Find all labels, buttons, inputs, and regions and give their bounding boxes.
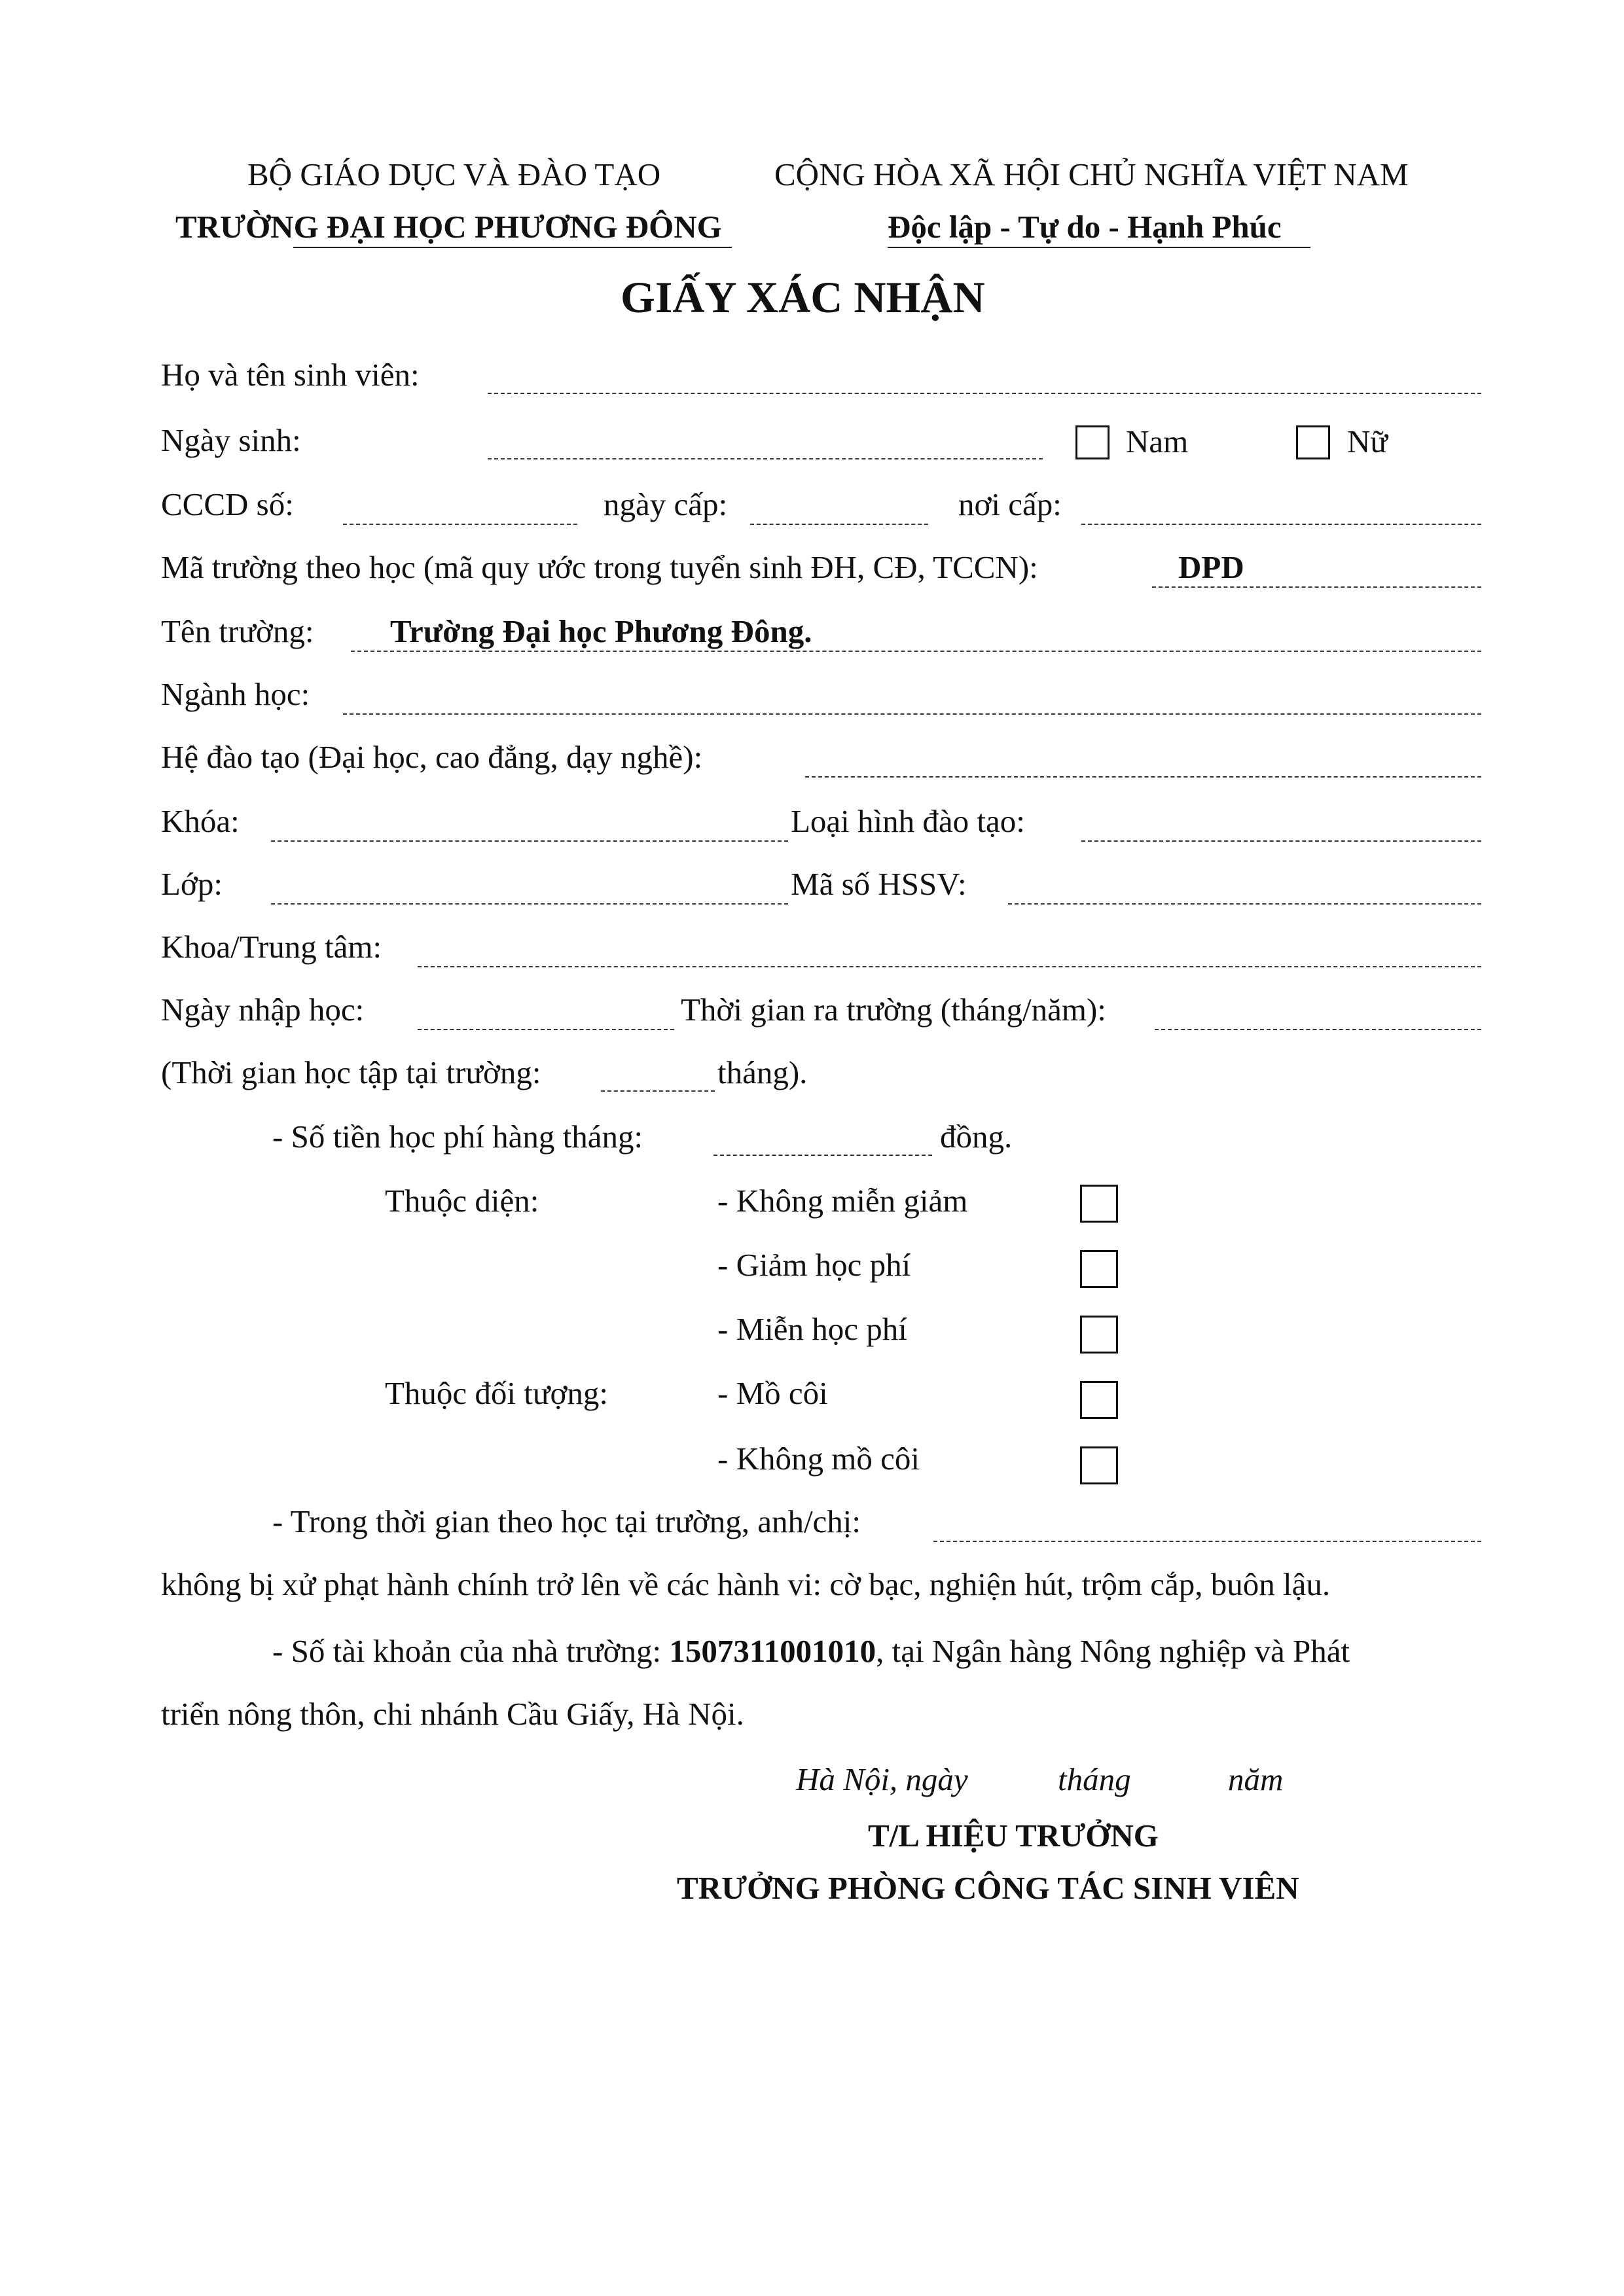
reduced-label: - Giảm học phí xyxy=(717,1247,911,1283)
id-number-line[interactable] xyxy=(343,524,577,525)
issue-place-line[interactable] xyxy=(1081,524,1481,525)
graduation-label: Thời gian ra trường (tháng/năm): xyxy=(681,992,1106,1028)
school-code-line[interactable] xyxy=(1152,586,1481,588)
orphan-label: - Mồ côi xyxy=(717,1375,828,1411)
exempt-checkbox[interactable] xyxy=(1080,1316,1118,1354)
male-label: Nam xyxy=(1126,423,1189,459)
target-label: Thuộc đối tượng: xyxy=(385,1375,608,1411)
no-reduction-checkbox[interactable] xyxy=(1080,1185,1118,1223)
major-label: Ngành học: xyxy=(161,676,310,712)
motto-underline xyxy=(888,247,1310,248)
student-id-label: Mã số HSSV: xyxy=(791,866,967,902)
full-name-line[interactable] xyxy=(488,393,1481,394)
signature-title-1: T/L HIỆU TRƯỞNG xyxy=(868,1818,1159,1854)
monthly-fee-label: - Số tiền học phí hàng tháng: xyxy=(272,1119,643,1155)
republic-name: CỘNG HÒA XÃ HỘI CHỦ NGHĨA VIỆT NAM xyxy=(774,156,1409,192)
full-name-label: Họ và tên sinh viên: xyxy=(161,357,420,393)
conduct-line-1: - Trong thời gian theo học tại trường, anh/chị: xyxy=(272,1503,861,1539)
school-code-value: DPD xyxy=(1178,549,1244,585)
reduced-checkbox[interactable] xyxy=(1080,1250,1118,1288)
enroll-date-line[interactable] xyxy=(418,1029,674,1030)
class-line[interactable] xyxy=(271,903,788,905)
class-label: Lớp: xyxy=(161,866,223,902)
duration-suffix: tháng). xyxy=(717,1054,808,1090)
category-label: Thuộc diện: xyxy=(385,1183,539,1219)
monthly-fee-line[interactable] xyxy=(713,1155,932,1156)
school-name-value: Trường Đại học Phương Đông. xyxy=(390,613,812,649)
cohort-label: Khóa: xyxy=(161,803,240,839)
not-orphan-checkbox[interactable] xyxy=(1080,1446,1118,1484)
no-reduction-label: - Không miễn giảm xyxy=(717,1183,968,1219)
issue-date-line[interactable] xyxy=(750,524,928,525)
ministry-name: BỘ GIÁO DỤC VÀ ĐÀO TẠO xyxy=(247,156,661,192)
signature-title-2: TRƯỞNG PHÒNG CÔNG TÁC SINH VIÊN xyxy=(677,1870,1299,1906)
conduct-line[interactable] xyxy=(933,1541,1481,1542)
faculty-line[interactable] xyxy=(418,966,1481,967)
training-type-line[interactable] xyxy=(1081,840,1481,842)
not-orphan-label: - Không mồ côi xyxy=(717,1441,920,1477)
major-line[interactable] xyxy=(343,713,1481,715)
school-code-label: Mã trường theo học (mã quy ước trong tuyển sinh ĐH, CĐ, TCCN): xyxy=(161,549,1038,585)
orphan-checkbox[interactable] xyxy=(1080,1381,1118,1419)
conduct-line-2: không bị xử phạt hành chính trở lên về các hành vi: cờ bạc, nghiện hút, trộm cắp, buôn lậu. xyxy=(161,1566,1331,1602)
duration-line[interactable] xyxy=(601,1090,715,1092)
bank-line-2: triển nông thôn, chi nhánh Cầu Giấy, Hà Nội. xyxy=(161,1696,744,1732)
issue-place-label: nơi cấp: xyxy=(958,486,1062,522)
bank-account-number: 1507311001010 xyxy=(669,1633,876,1669)
school-header-name: TRƯỜNG ĐẠI HỌC PHƯƠNG ĐÔNG xyxy=(175,209,722,245)
school-name-line[interactable] xyxy=(351,651,1481,652)
issue-date-label: ngày cấp: xyxy=(604,486,728,522)
national-motto: Độc lập - Tự do - Hạnh Phúc xyxy=(888,209,1282,245)
exempt-label: - Miễn học phí xyxy=(717,1311,907,1347)
graduation-line[interactable] xyxy=(1155,1029,1481,1030)
duration-prefix: (Thời gian học tập tại trường: xyxy=(161,1054,541,1090)
training-type-label: Loại hình đào tạo: xyxy=(791,803,1025,839)
bank-line-1 xyxy=(272,1635,1350,1667)
cohort-line[interactable] xyxy=(271,840,788,842)
currency-label: đồng. xyxy=(940,1119,1013,1155)
female-label: Nữ xyxy=(1347,423,1388,459)
signature-year: năm xyxy=(1228,1761,1284,1797)
student-id-line[interactable] xyxy=(1008,903,1481,905)
id-number-label: CCCD số: xyxy=(161,486,294,522)
enroll-date-label: Ngày nhập học: xyxy=(161,992,365,1028)
document-title: GIẤY XÁC NHẬN xyxy=(621,272,985,322)
female-checkbox[interactable] xyxy=(1296,425,1330,459)
bank-suffix: , tại Ngân hàng Nông nghiệp và Phát xyxy=(876,1633,1350,1669)
male-checkbox[interactable] xyxy=(1075,425,1110,459)
school-header-underline xyxy=(293,247,732,248)
bank-prefix: - Số tài khoản của nhà trường: xyxy=(272,1633,670,1669)
program-label: Hệ đào tạo (Đại học, cao đẳng, dạy nghề): xyxy=(161,739,703,775)
dob-line[interactable] xyxy=(488,458,1043,459)
dob-label: Ngày sinh: xyxy=(161,422,301,458)
signature-month: tháng xyxy=(1058,1761,1131,1797)
program-line[interactable] xyxy=(805,776,1481,778)
faculty-label: Khoa/Trung tâm: xyxy=(161,929,382,965)
signature-place-date: Hà Nội, ngày xyxy=(796,1761,968,1797)
school-name-label: Tên trường: xyxy=(161,613,314,649)
